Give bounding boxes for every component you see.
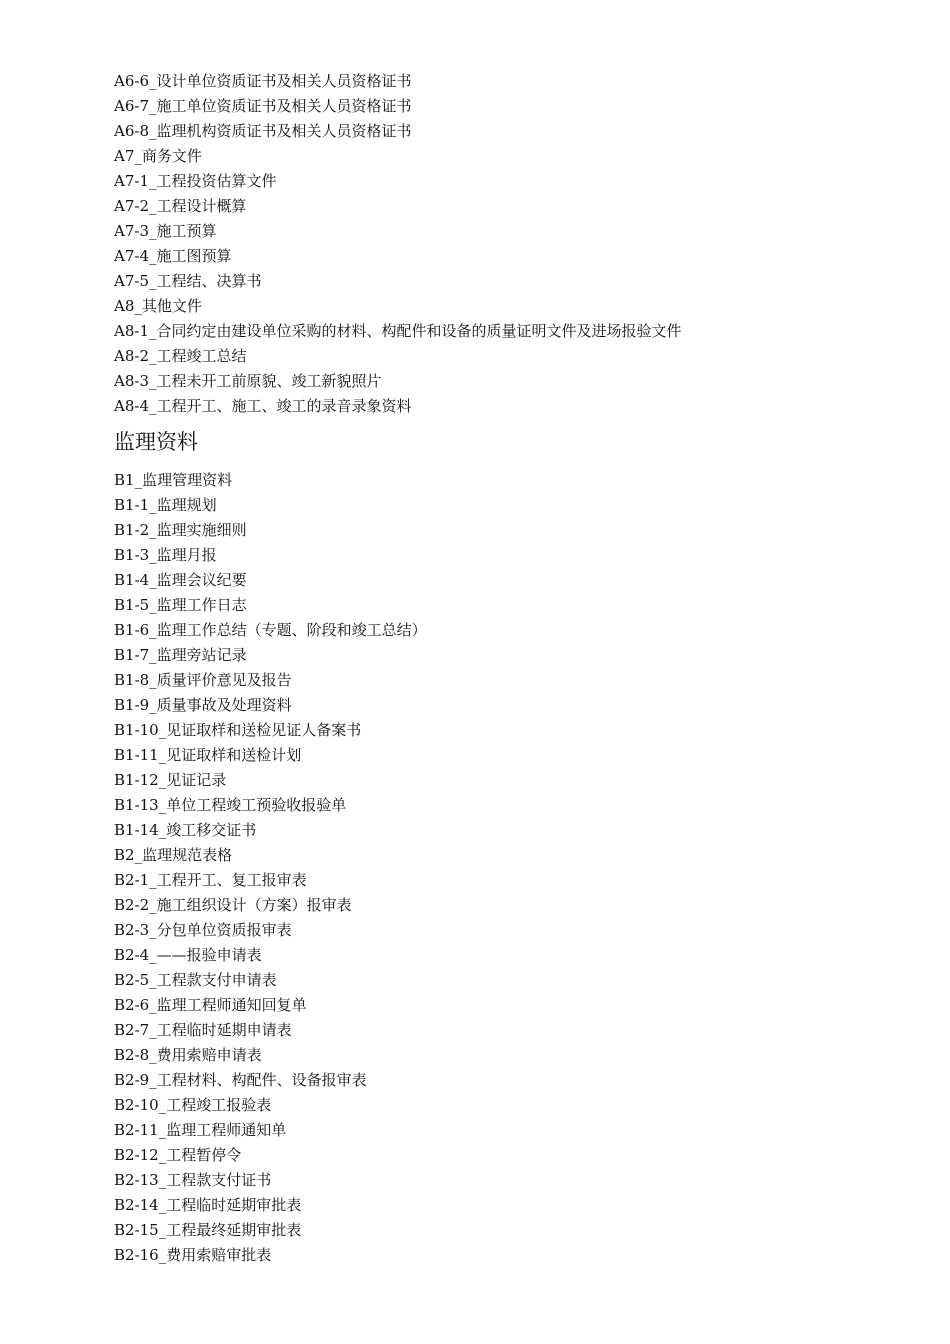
document-page xyxy=(114,69,914,1268)
list-item: B1-13_单位工程竣工预验收报验单 xyxy=(114,796,347,814)
list-item: B2-12_工程暂停令 xyxy=(114,1146,242,1164)
list-item: B1-11_见证取样和送检计划 xyxy=(114,746,302,764)
list-item: A6-6_设计单位资质证书及相关人员资格证书 xyxy=(114,72,412,90)
list-item: B1_监理管理资料 xyxy=(114,471,233,489)
list-item: B2-8_费用索赔申请表 xyxy=(114,1046,262,1064)
list-item: B1-14_竣工移交证书 xyxy=(114,821,257,839)
list-item: B1-5_监理工作日志 xyxy=(114,596,247,614)
list-item: B2-14_工程临时延期审批表 xyxy=(114,1196,302,1214)
list-item: A8-4_工程开工、施工、竣工的录音录象资料 xyxy=(114,397,412,415)
list-item: B1-6_监理工作总结（专题、阶段和竣工总结） xyxy=(114,621,427,639)
list-item: A7-3_施工预算 xyxy=(114,222,217,240)
list-item: A7-2_工程设计概算 xyxy=(114,197,247,215)
list-item: B2-15_工程最终延期审批表 xyxy=(114,1221,302,1239)
list-item: A7_商务文件 xyxy=(114,147,202,165)
section-b-list xyxy=(114,468,914,1268)
section-heading-supervision: 监理资料 xyxy=(114,430,198,454)
list-item: B1-12_见证记录 xyxy=(114,771,227,789)
list-item: B2-11_监理工程师通知单 xyxy=(114,1121,287,1139)
section-a-list xyxy=(114,69,914,419)
list-item: B2-6_监理工程师通知回复单 xyxy=(114,996,307,1014)
list-item: A7-5_工程结、决算书 xyxy=(114,272,262,290)
list-item: A8-2_工程竣工总结 xyxy=(114,347,247,365)
list-item: B2_监理规范表格 xyxy=(114,846,233,864)
list-item: B1-10_见证取样和送检见证人备案书 xyxy=(114,721,362,739)
list-item: B1-1_监理规划 xyxy=(114,496,217,514)
list-item: A7-4_施工图预算 xyxy=(114,247,232,265)
list-item: A6-8_监理机构资质证书及相关人员资格证书 xyxy=(114,122,412,140)
list-item: B2-3_分包单位资质报审表 xyxy=(114,921,292,939)
list-item: B2-5_工程款支付申请表 xyxy=(114,971,277,989)
list-item: B2-7_工程临时延期申请表 xyxy=(114,1021,292,1039)
list-item: A8-1_合同约定由建设单位采购的材料、构配件和设备的质量证明文件及进场报验文件 xyxy=(114,322,682,340)
list-item: B1-4_监理会议纪要 xyxy=(114,571,247,589)
list-item: B2-10_工程竣工报验表 xyxy=(114,1096,272,1114)
list-item: A6-7_施工单位资质证书及相关人员资格证书 xyxy=(114,97,412,115)
list-item: B2-2_施工组织设计（方案）报审表 xyxy=(114,896,352,914)
list-item: B2-13_工程款支付证书 xyxy=(114,1171,272,1189)
list-item: A7-1_工程投资估算文件 xyxy=(114,172,277,190)
list-item: B2-9_工程材料、构配件、设备报审表 xyxy=(114,1071,367,1089)
list-item: B1-8_质量评价意见及报告 xyxy=(114,671,292,689)
list-item: B1-3_监理月报 xyxy=(114,546,217,564)
list-item: B1-2_监理实施细则 xyxy=(114,521,247,539)
list-item: B2-4_——报验申请表 xyxy=(114,946,262,964)
list-item: B2-16_费用索赔审批表 xyxy=(114,1246,272,1264)
list-item: B1-7_监理旁站记录 xyxy=(114,646,247,664)
list-item: B2-1_工程开工、复工报审表 xyxy=(114,871,307,889)
list-item: A8_其他文件 xyxy=(114,297,202,315)
list-item: B1-9_质量事故及处理资料 xyxy=(114,696,292,714)
list-item: A8-3_工程未开工前原貌、竣工新貌照片 xyxy=(114,372,382,390)
